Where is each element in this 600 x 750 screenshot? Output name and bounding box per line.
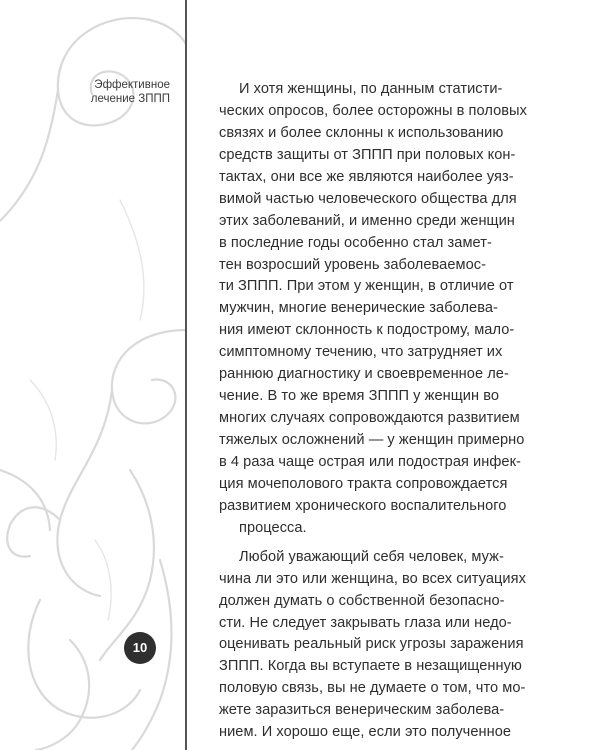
text-line: симптомному течению, что затрудняет их bbox=[219, 344, 503, 361]
text-line: развитием хронического воспалительного bbox=[219, 497, 507, 514]
text-line: вимой частью человеческого общества для bbox=[219, 190, 517, 207]
text-line: многих случаях сопровождаются развитием bbox=[219, 410, 520, 427]
paragraph bbox=[219, 547, 526, 744]
text-line: сти. Не следует закрывать глаза или недо- bbox=[219, 614, 512, 631]
text-line: раннюю диагностику и своевременное ле- bbox=[219, 366, 509, 383]
text-line: оценивать реальный риск угрозы заражения bbox=[219, 636, 524, 653]
text-line: чение. В то же время ЗППП у женщин во bbox=[219, 388, 499, 405]
text-line: половую связь, вы не думаете о том, что мо- bbox=[219, 680, 526, 697]
text-line: должен думать о собственной безопасно- bbox=[219, 592, 505, 609]
text-line: тяжелых осложнений — у женщин примерно bbox=[219, 432, 525, 448]
text-line: связях и более склонны к использованию bbox=[219, 124, 504, 141]
text-line: Любой уважающий себя человек, муж- bbox=[239, 548, 504, 565]
running-head-line-2: лечение ЗППП bbox=[90, 93, 170, 105]
text-line: ческих опросов, более осторожны в половых bbox=[219, 102, 527, 119]
text-line: в 4 раза чаще острая или подострая инфек- bbox=[219, 453, 521, 470]
margin-divider-line bbox=[185, 0, 187, 750]
text-line: тен возросший уровень заболеваемос- bbox=[219, 256, 486, 273]
text-line: средств защиты от ЗППП при половых кон- bbox=[219, 146, 516, 163]
page-number-badge: 10 bbox=[124, 632, 156, 664]
text-line: жете заразиться венерическим заболева- bbox=[219, 702, 505, 719]
text-line: чина ли это или женщина, во всех ситуациях bbox=[219, 570, 526, 587]
text-line: процесса. bbox=[239, 519, 307, 536]
text-line: И хотя женщины, по данным статисти- bbox=[239, 81, 503, 97]
text-line: ция мочеполового тракта сопровождается bbox=[219, 475, 508, 492]
running-head bbox=[91, 78, 170, 106]
body-text bbox=[219, 79, 527, 744]
text-line: ЗППП. Когда вы вступаете в незащищенную bbox=[219, 658, 522, 675]
running-head-line-1: Эффективное bbox=[94, 79, 170, 91]
text-line: тактах, они все же являются наиболее уяз- bbox=[219, 168, 514, 185]
calligraphic-ornament bbox=[0, 0, 190, 750]
text-line: мужчин, многие венерические заболева- bbox=[219, 300, 498, 317]
text-line: ния имеют склонность к подострому, мало- bbox=[219, 322, 515, 339]
text-line: нием. И хорошо еще, если это полученное bbox=[219, 724, 512, 741]
text-line: этих заболеваний, и именно среди женщин bbox=[219, 212, 515, 229]
paragraph-gap bbox=[219, 540, 486, 547]
paragraph bbox=[219, 79, 527, 540]
text-line: в последние годы особенно стал замет- bbox=[219, 234, 492, 251]
text-line: ти ЗППП. При этом у женщин, в отличие от bbox=[219, 278, 514, 295]
